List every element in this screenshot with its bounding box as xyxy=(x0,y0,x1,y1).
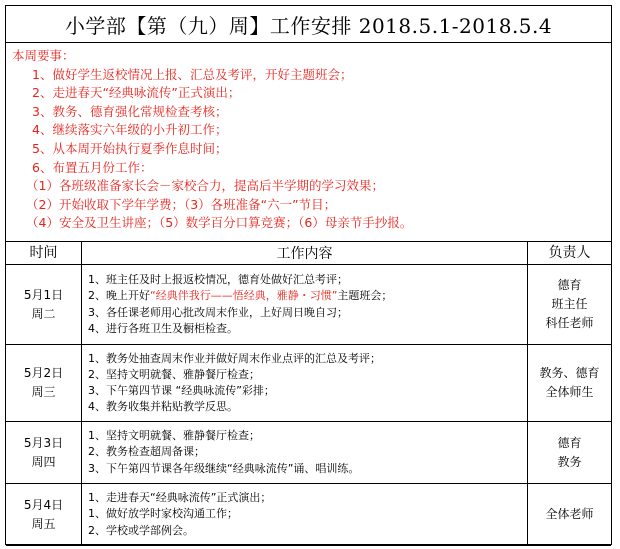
weekday-label: 周三 xyxy=(31,385,56,399)
owner-label: 教务、德育 xyxy=(539,366,600,380)
key-point-subitem: （2）开始收取下学年学费；（3）各班准备“六一”节目； xyxy=(26,196,337,212)
tasks-cell xyxy=(82,265,528,345)
weekday-label: 周二 xyxy=(31,306,56,321)
key-point-item: 2、走进春天“经典咏流传”正式演出； xyxy=(32,85,241,101)
owner-label: 班主任 xyxy=(551,297,588,311)
task-highlight: “经典伴我行——悟经典，雅静・习惯” xyxy=(150,289,338,303)
owner-label: 教务 xyxy=(557,454,582,469)
owner-label: 全体师生 xyxy=(545,385,594,399)
task-text: 2、晚上开好 xyxy=(88,289,150,303)
owner-label: 德育 xyxy=(557,278,582,292)
date-cell xyxy=(6,345,82,422)
page-title: 小学部【第（九）周】工作安排 2018.5.1-2018.5.4 xyxy=(6,6,611,43)
table-row xyxy=(6,345,611,422)
key-point-item: 3、教务、德育强化常规检查考核； xyxy=(32,103,228,119)
date-cell xyxy=(6,484,82,546)
table-header-row xyxy=(6,242,611,265)
key-point-item: 1、做好学生返校情况上报、汇总及考评，开好主题班会； xyxy=(32,66,353,82)
owner-cell xyxy=(528,484,612,546)
header-content: 工作内容 xyxy=(82,242,528,265)
task-item: 2、教务检查超周备课； xyxy=(88,445,205,459)
key-point-item: 5、从本周开始执行夏季作息时间； xyxy=(32,140,228,156)
owner-label: 全体老师 xyxy=(545,507,594,521)
task-item: 1、走进春天“经典咏流传”正式演出； xyxy=(88,491,272,505)
key-point-item: 6、布置五月份工作： xyxy=(32,159,153,175)
header-time: 时间 xyxy=(6,242,82,265)
task-text: 主题班会； xyxy=(337,289,393,303)
weekday-label: 周五 xyxy=(31,516,56,531)
task-item: 3、各任课老师用心批改周末作业，上好周日晚自习； xyxy=(88,305,348,319)
task-item: 1、坚持文明就餐、雅静餐厅检查； xyxy=(88,429,260,443)
task-item: 2、坚持文明就餐、雅静餐厅检查； xyxy=(88,367,260,381)
table-row xyxy=(6,484,611,546)
table-row xyxy=(6,265,611,345)
date-cell xyxy=(6,265,82,345)
task-item: 1、教务处抽查周末作业并做好周末作业点评的汇总及考评； xyxy=(88,351,381,365)
date-label: 5月3日 xyxy=(23,435,64,450)
header-owner: 负责人 xyxy=(528,242,612,265)
tasks-cell xyxy=(82,422,528,484)
task-item: 3、下午第四节课 “经典咏流传”彩排； xyxy=(88,384,275,397)
date-cell xyxy=(6,422,82,484)
task-item: 2、学校或学部例会。 xyxy=(88,523,194,537)
tasks-cell xyxy=(82,345,528,422)
task-item: 1、班主任及时上报返校情况，德育处做好汇总考评； xyxy=(88,273,348,287)
schedule-table xyxy=(6,242,611,546)
task-item: 1、做好放学时家校沟通工作； xyxy=(88,507,238,521)
date-label: 5月2日 xyxy=(23,366,64,380)
tasks-cell xyxy=(82,484,528,546)
owner-cell xyxy=(528,265,612,345)
date-label: 5月4日 xyxy=(23,497,64,512)
schedule-sheet xyxy=(5,5,612,545)
task-item: 4、教务收集并粘贴教学反思。 xyxy=(88,400,238,414)
task-item xyxy=(88,288,523,304)
date-label: 5月1日 xyxy=(23,287,64,302)
key-points-heading: 本周要事： xyxy=(12,48,75,63)
key-point-item: 4、继续落实六年级的小升初工作； xyxy=(32,122,228,138)
task-item: 3、下午第四节课各年级继续“经典咏流传”诵、唱训练。 xyxy=(88,461,360,475)
key-point-subitem: （4）安全及卫生讲座；（5）数学百分口算竞赛；（6）母亲节手抄报。 xyxy=(26,215,413,231)
owner-label: 科任老师 xyxy=(545,316,594,330)
key-points-section xyxy=(6,43,611,242)
task-item: 4、进行各班卫生及橱柜检查。 xyxy=(88,321,238,335)
owner-cell xyxy=(528,422,612,484)
owner-label: 德育 xyxy=(557,435,582,450)
table-row xyxy=(6,422,611,484)
owner-cell xyxy=(528,345,612,422)
weekday-label: 周四 xyxy=(31,454,56,469)
key-point-subitem: （1）各班级准备家长会－家校合力，提高后半学期的学习效果； xyxy=(26,178,384,194)
